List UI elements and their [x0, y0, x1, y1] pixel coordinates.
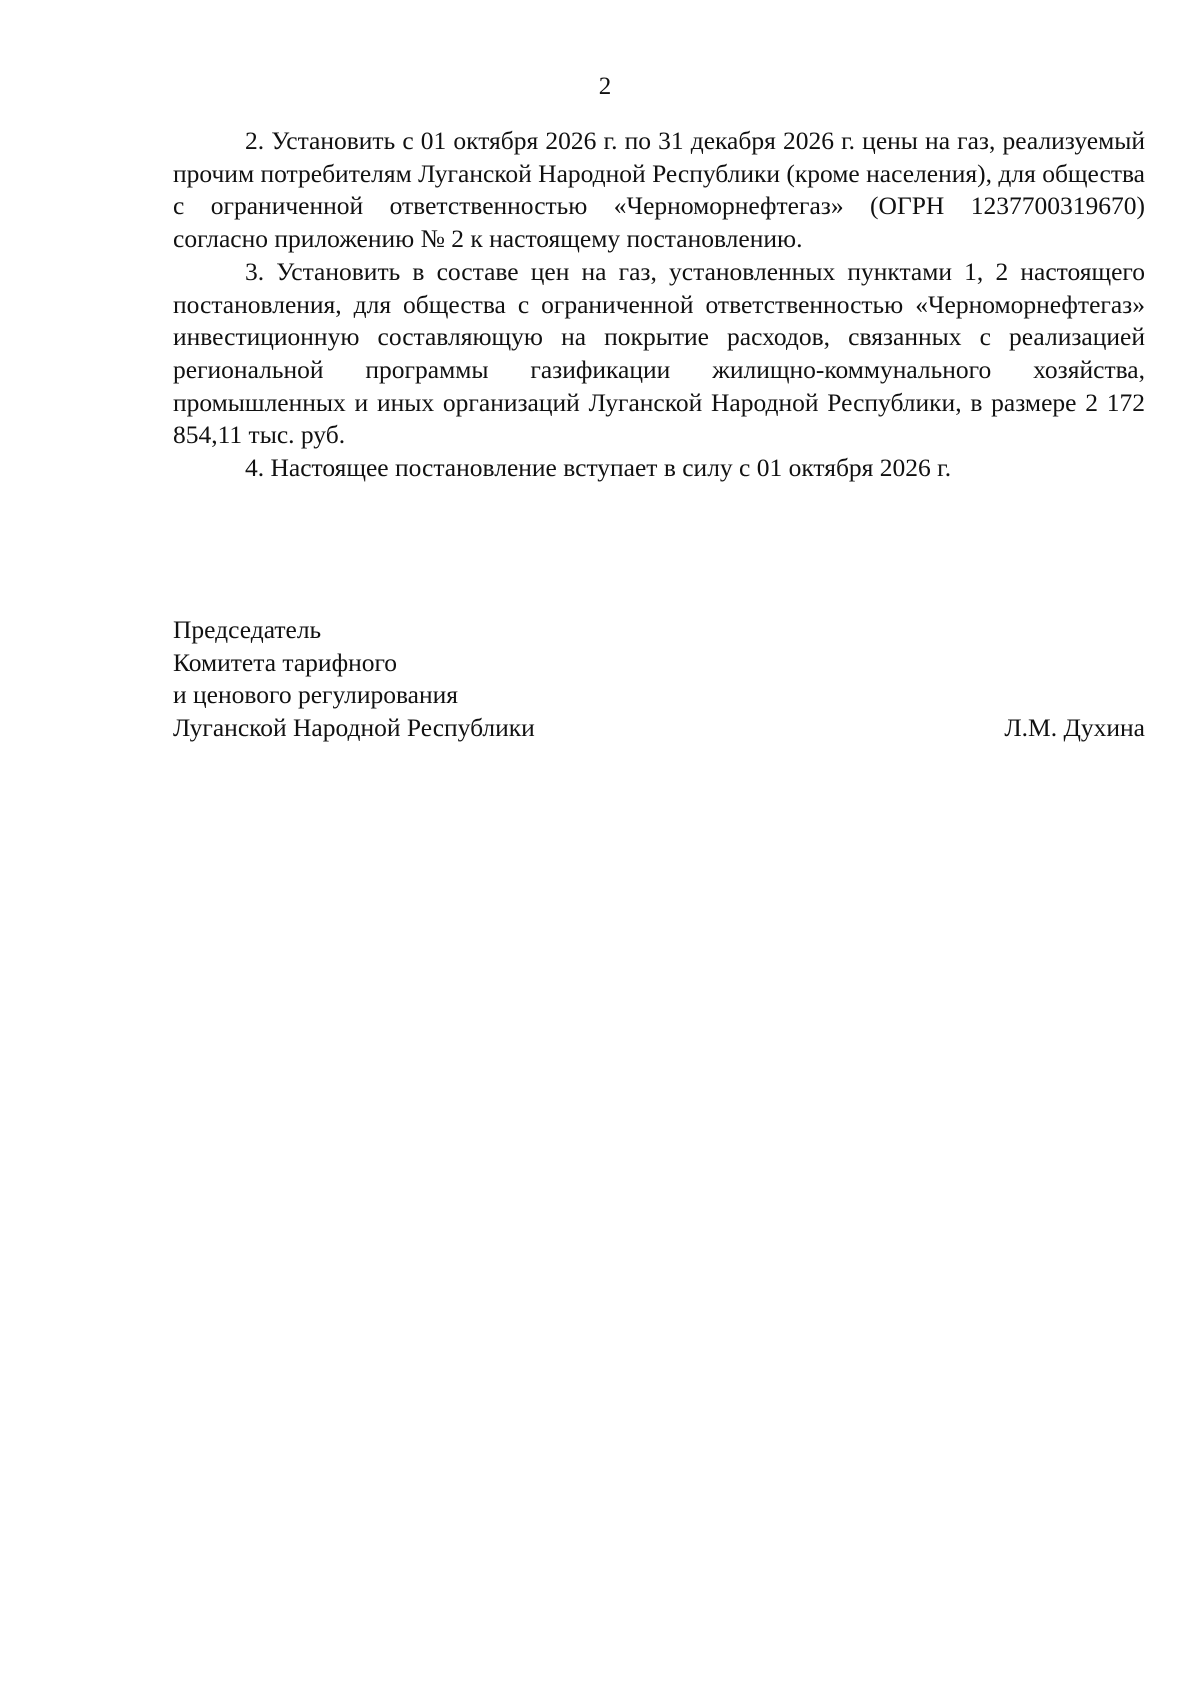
signatory-name: Л.М. Духина [1004, 713, 1145, 743]
document-body [173, 125, 1145, 485]
signatory-title-line-2: Комитета тарифного [173, 647, 398, 677]
signatory-title-line-1: Председатель [173, 615, 322, 644]
paragraph-item-4: 4. Настоящее постановление вступает в силу с 01 октября 2026 г. [245, 453, 952, 483]
signatory-title-line-4: Луганской Народной Республики [173, 713, 535, 743]
paragraph-item-3: 3. Установить в составе цен на газ, установленных пунктами 1, 2 настоящего постановления, для общества с ограниченной ответственностью «Черноморнефтегаз» инвестиционную составляющую на покрытие расходов, связанных с реализацией региональной программы газификации жилищно-коммунального хозяйства, промышленных и иных организаций Луганской Народной Республики, в размере 2 172 854,11 тыс. руб. [173, 256, 1145, 450]
signatory-title-line-3: и ценового регулирования [173, 680, 459, 710]
signature-block [173, 614, 1145, 745]
page-number: 2 [598, 73, 612, 100]
paragraph-item-2: 2. Установить с 01 октября 2026 г. по 31 декабря 2026 г. цены на газ, реализуемый прочим потребителям Луганской Народной Республики (кроме населения), для общества с ограниченной ответственностью «Черноморнефтегаз» (ОГРН 1237700319670) согласно приложению № 2 к настоящему постановлению. [173, 126, 1145, 254]
signature-final-row [173, 712, 1145, 745]
